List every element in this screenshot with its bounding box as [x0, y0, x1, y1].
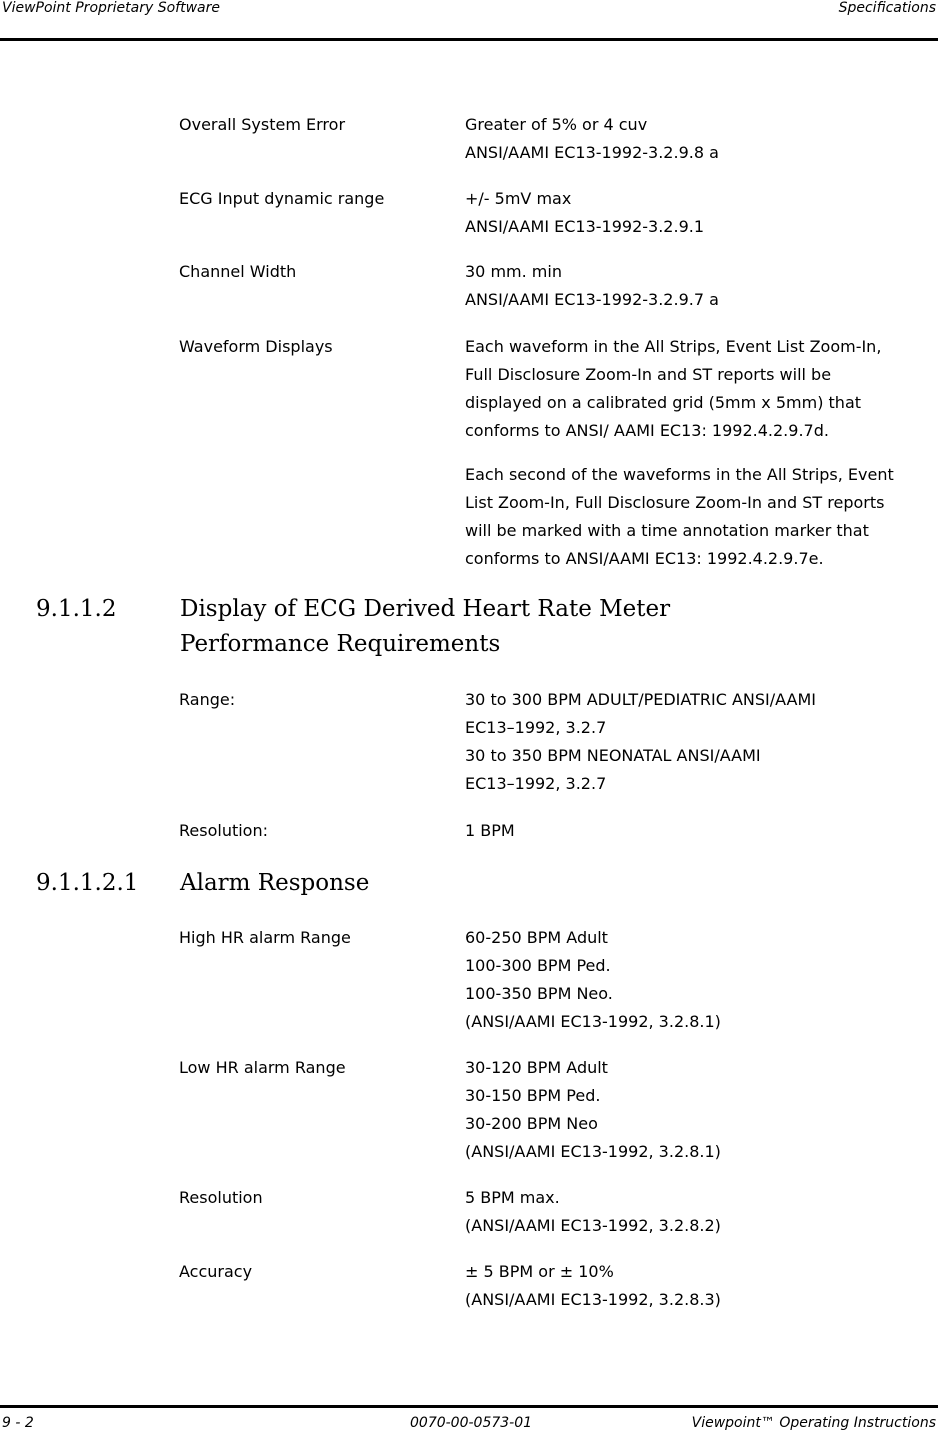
spec-value-paragraph: Each second of the waveforms in the All Strips, Event List Zoom-In, Full Disclosure Zoom-In and ST reports will be marked with a time annotation marker that conforms to ANSI/AAMI EC13: 1992.4.2.9.7e. — [465, 465, 894, 568]
spec-label: Waveform Displays — [179, 337, 333, 356]
document-title: Viewpoint™ Operating Instructions — [691, 1415, 936, 1431]
spec-value — [465, 924, 905, 1036]
spec-label: ECG Input dynamic range — [179, 189, 385, 208]
spec-value-line: 30-150 BPM Ped. — [465, 1086, 601, 1105]
document-number: 0070-00-0573-01 — [410, 1415, 533, 1431]
page-number: 9 - 2 — [2, 1415, 34, 1431]
spec-value-line: ANSI/AAMI EC13-1992-3.2.9.1 — [465, 217, 705, 236]
spec-value-line: Greater of 5% or 4 cuv — [465, 115, 648, 134]
spec-value-line: (ANSI/AAMI EC13-1992, 3.2.8.2) — [465, 1216, 721, 1235]
section-number: 9.1.1.2.1 — [36, 870, 139, 896]
spec-label: Resolution: — [179, 821, 268, 840]
spec-value-line: 1 BPM — [465, 821, 515, 840]
spec-value — [465, 258, 905, 314]
header-rule — [0, 38, 938, 41]
spec-value — [465, 1184, 905, 1240]
spec-value — [465, 185, 905, 241]
running-header-left: ViewPoint Proprietary Software — [2, 0, 220, 16]
spec-label: Resolution — [179, 1188, 263, 1207]
spec-value-line: 5 BPM max. — [465, 1188, 560, 1207]
spec-value-line: EC13–1992, 3.2.7 — [465, 718, 607, 737]
spec-value — [465, 686, 905, 798]
spec-value-line: 30 to 350 BPM NEONATAL ANSI/AAMI — [465, 746, 761, 765]
section-title: Alarm Response — [180, 870, 370, 896]
spec-value — [465, 1054, 905, 1166]
spec-value-line: ± 5 BPM or ± 10% — [465, 1262, 614, 1281]
spec-label: Range: — [179, 690, 236, 709]
spec-value-line: 30-120 BPM Adult — [465, 1058, 608, 1077]
spec-value-line: 60-250 BPM Adult — [465, 928, 608, 947]
spec-value-paragraph: Each waveform in the All Strips, Event List Zoom-In, Full Disclosure Zoom-In and ST reports will be displayed on a calibrated grid (5mm x 5mm) that conforms to ANSI/ AAMI EC13: 1992.4.2.9.7d. — [465, 337, 882, 440]
spec-value — [465, 111, 905, 167]
spec-label: Overall System Error — [179, 115, 346, 134]
spec-value-line: 30-200 BPM Neo — [465, 1114, 598, 1133]
footer-rule — [0, 1405, 938, 1408]
spec-value-line: 30 to 300 BPM ADULT/PEDIATRIC ANSI/AAMI — [465, 690, 816, 709]
spec-value-line: (ANSI/AAMI EC13-1992, 3.2.8.1) — [465, 1142, 721, 1161]
spec-value — [465, 817, 905, 845]
spec-label: Accuracy — [179, 1262, 253, 1281]
spec-value-line: 100-300 BPM Ped. — [465, 956, 611, 975]
spec-value — [465, 333, 905, 589]
spec-value-line: (ANSI/AAMI EC13-1992, 3.2.8.1) — [465, 1012, 721, 1031]
spec-value-line: (ANSI/AAMI EC13-1992, 3.2.8.3) — [465, 1290, 721, 1309]
section-number: 9.1.1.2 — [36, 596, 117, 622]
spec-value-line: 100-350 BPM Neo. — [465, 984, 613, 1003]
spec-value-line: 30 mm. min — [465, 262, 562, 281]
spec-value-line: ANSI/AAMI EC13-1992-3.2.9.7 a — [465, 290, 719, 309]
spec-label: High HR alarm Range — [179, 928, 351, 947]
running-header-right: Specifications — [838, 0, 936, 16]
spec-value-line: ANSI/AAMI EC13-1992-3.2.9.8 a — [465, 143, 719, 162]
spec-label: Low HR alarm Range — [179, 1058, 346, 1077]
spec-label: Channel Width — [179, 262, 297, 281]
section-title: Display of ECG Derived Heart Rate Meter Performance Requirements — [180, 596, 671, 657]
spec-value-line: EC13–1992, 3.2.7 — [465, 774, 607, 793]
spec-value — [465, 1258, 905, 1314]
spec-value-line: +/- 5mV max — [465, 189, 572, 208]
